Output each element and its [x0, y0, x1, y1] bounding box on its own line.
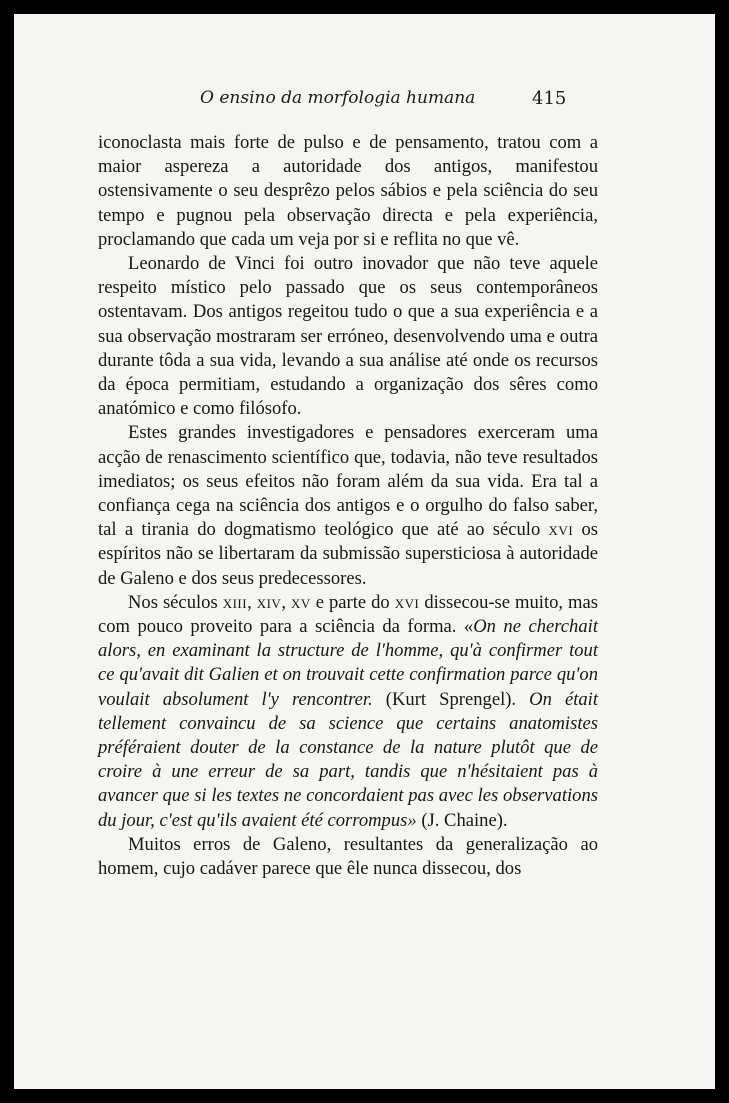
century-numeral: xvi: [394, 591, 420, 613]
book-page: [14, 14, 715, 1089]
body-text: [98, 131, 598, 881]
paragraph-3: [98, 421, 598, 590]
french-quote-1: On ne cherchait alors, en examinant la structure de l'homme, qu'à confirmer tout ce qu'avait dit Galien et on trouvait cette confirmation parce qu'on voulait absolument l'y rencontrer.: [98, 616, 598, 710]
paragraph-3-text-b: os espíritos não se libertaram da submissão supersticiosa à autoridade de Galeno e dos seus predecessores.: [98, 519, 598, 589]
century-numeral: xv: [290, 591, 311, 613]
page-header: [14, 88, 715, 116]
century-numeral: xvi: [548, 519, 574, 541]
paragraph-4-intro: Nos séculos: [128, 591, 218, 613]
paragraph-2: Leonardo de Vinci foi outro inovador que não teve aquele respeito místico pelo passado que os seus contemporâneos ostentavam. Dos antigos regeitou tudo o que a sua experiência e a sua observação mostraram ser erróneo, desenvolvendo uma e outra durante tôda a sua vida, levando a sua análise até onde os recursos da época permitiam, estudando a organização dos sêres como anatómico e como filósofo.: [98, 253, 598, 420]
century-numeral: xiii: [222, 591, 248, 613]
page-number: 415: [532, 88, 567, 109]
paragraph-4: Nos séculos xiii, xiv, xv e parte do xvi dissecou-se muito, mas com pouco proveito para a sciência da forma. «On ne cherchait alors, en examinant la structure de l'homme, qu'à confirmer tout ce qu'avait dit Galien et on trouvait cette confirmation parce qu'on voulait absolument l'y rencontrer. (Kurt Sprengel). On était tellement convaincu de sa science que certains anatomistes préféraient douter de la constance de la nature plutôt que de croire à une erreur de sa part, tandis que n'hésitaient pas à avancer que si les textes ne concordaient pas avec les observations du jour, c'est qu'ils avaient été corrompus» (J. Chaine).: [98, 591, 599, 831]
paragraph-4-text: dissecou-se muito, mas com pouco proveito para a sciência da forma. «: [98, 591, 599, 638]
citation-sprengel: (Kurt Sprengel).: [385, 688, 517, 710]
century-numeral: xiv: [256, 591, 282, 613]
running-title: O ensino da morfologia humana: [200, 88, 476, 108]
citation-chaine: (J. Chaine).: [421, 809, 508, 831]
paragraph-3-text-a: Estes grandes investigadores e pensadores exerceram uma acção de renascimento scientífico que, todavia, não teve resultados imediatos; os seus efeitos não foram além da sua vida. Era tal a confiança cega na sciência dos antigos e o orgulho do falso saber, tal a tirania do dogmatismo teológico que até ao século: [98, 422, 598, 541]
paragraph-5: Muitos erros de Galeno, resultantes da generalização ao homem, cujo cadáver parece que êle nunca dissecou, dos: [98, 833, 598, 880]
french-quote-2: On était tellement convaincu de sa science que certains anatomistes préféraient douter de la constance de la nature plutôt que de croire à une erreur de sa part, tandis que n'hésitaient pas à avancer que si les textes ne concordaient pas avec les observations du jour, c'est qu'ils avaient été corrompus»: [98, 688, 598, 831]
paragraph-1: iconoclasta mais forte de pulso e de pensamento, tratou com a maior aspereza a autoridade dos antigos, manifestou ostensivamente o seu desprêzo pelos sábios e pela sciência do seu tempo e pugnou pela observação directa e pela experiência, proclamando que cada um veja por si e reflita no que vê.: [98, 132, 598, 250]
